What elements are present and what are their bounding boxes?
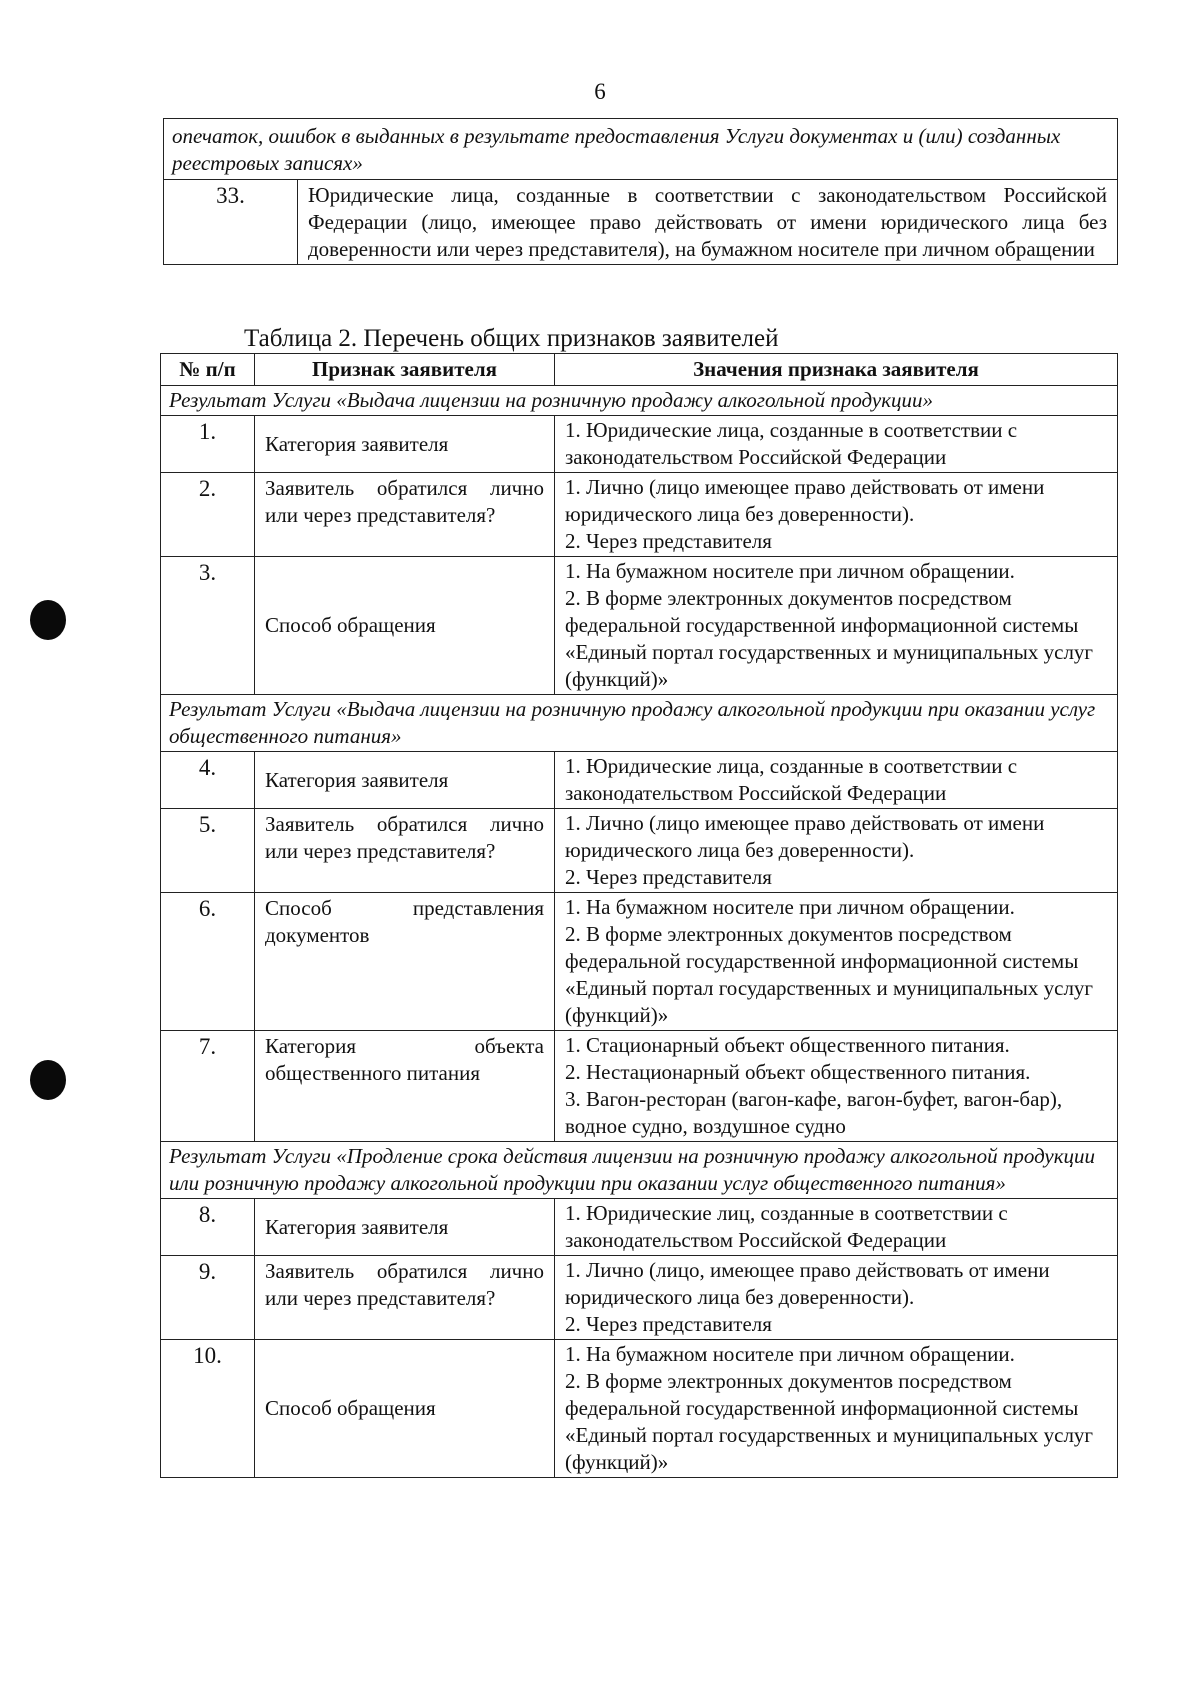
row-number: 2. (161, 473, 255, 557)
row-number: 9. (161, 1256, 255, 1340)
sign-value-item: 2. В форме электронных документов посредством федеральной государственной информационной системы «Единый портал государственных и муниципальных услуг (функций)» (565, 586, 1094, 691)
row-number: 7. (161, 1031, 255, 1142)
applicant-sign: Категория заявителя (255, 1199, 555, 1256)
sign-value-item: 1. Лично (лицо имеющее право действовать от имени юридического лица без доверенности). (565, 475, 1045, 526)
sign-values (555, 1031, 1118, 1142)
page-number: 6 (594, 79, 606, 104)
continuation-table (163, 118, 1118, 265)
applicant-sign: Заявитель обратился лично или через представителя? (255, 1256, 555, 1340)
table-row (161, 557, 1118, 695)
row-text: Юридические лица, созданные в соответствии с законодательством Российской Федерации (лицо, имеющее право действовать от имени юридического лица без доверенности или через представителя), на бумажном носителе при личном обращении (298, 180, 1118, 265)
sign-value-item: 1. Юридические лица, созданные в соответствии с законодательством Российской Федерации (565, 418, 1018, 469)
row-number: 5. (161, 809, 255, 893)
applicant-sign: Заявитель обратился лично или через представителя? (255, 809, 555, 893)
applicant-sign: Способ обращения (255, 1340, 555, 1478)
section-row (161, 386, 1118, 416)
sign-values (555, 893, 1118, 1031)
table-row (161, 1256, 1118, 1340)
applicant-sign: Способ обращения (255, 557, 555, 695)
table-body (161, 386, 1118, 1478)
table-header-row (161, 354, 1118, 386)
sign-value-item: 1. На бумажном носителе при личном обращении. (565, 895, 1015, 919)
sign-values (555, 1199, 1118, 1256)
sign-values (555, 809, 1118, 893)
table-row (161, 1031, 1118, 1142)
row-number: 10. (161, 1340, 255, 1478)
row-number: 1. (161, 416, 255, 473)
table-row (161, 809, 1118, 893)
applicant-sign: Категория объекта общественного питания (255, 1031, 555, 1142)
header-sign: Признак заявителя (255, 354, 555, 386)
header-num: № п/п (161, 354, 255, 386)
sign-value-item: 2. Через представителя (565, 529, 772, 553)
table-caption: Таблица 2. Перечень общих признаков заявителей (244, 325, 779, 352)
sign-value-item: 1. Юридические лица, созданные в соответствии с законодательством Российской Федерации (565, 754, 1018, 805)
table-row (161, 893, 1118, 1031)
header-value: Значения признака заявителя (555, 354, 1118, 386)
sign-value-item: 2. Через представителя (565, 865, 772, 889)
table-row (164, 180, 1118, 265)
continuation-header-row (164, 119, 1118, 180)
row-number: 33. (164, 180, 298, 265)
sign-value-item: 3. Вагон-ресторан (вагон-кафе, вагон-буфет, вагон-бар), водное судно, воздушное судно (565, 1087, 1063, 1138)
sign-value-item: 1. Лично (лицо имеющее право действовать от имени юридического лица без доверенности). (565, 811, 1045, 862)
sign-values (555, 557, 1118, 695)
section-title: Результат Услуги «Выдача лицензии на розничную продажу алкогольной продукции» (161, 386, 1118, 416)
table-row (161, 416, 1118, 473)
sign-values (555, 1256, 1118, 1340)
applicant-sign: Заявитель обратился лично или через представителя? (255, 473, 555, 557)
continuation-header-text: опечаток, ошибок в выданных в результате предоставления Услуги документах и (или) созданных реестровых записях» (164, 119, 1118, 180)
section-title: Результат Услуги «Продление срока действия лицензии на розничную продажу алкогольной продукции или розничную продажу алкогольной продукции при оказании услуг общественного питания» (161, 1142, 1118, 1199)
applicant-signs-table (160, 353, 1118, 1478)
sign-value-item: 2. В форме электронных документов посредством федеральной государственной информационной системы «Единый портал государственных и муниципальных услуг (функций)» (565, 1369, 1094, 1474)
table-row (161, 1340, 1118, 1478)
sign-value-item: 1. На бумажном носителе при личном обращении. (565, 1342, 1015, 1366)
sign-value-item: 1. Стационарный объект общественного питания. (565, 1033, 1010, 1057)
section-row (161, 1142, 1118, 1199)
sign-value-item: 2. В форме электронных документов посредством федеральной государственной информационной системы «Единый портал государственных и муниципальных услуг (функций)» (565, 922, 1094, 1027)
sign-value-item: 1. На бумажном носителе при личном обращении. (565, 559, 1015, 583)
row-number: 8. (161, 1199, 255, 1256)
sign-value-item: 1. Лично (лицо, имеющее право действовать от имени юридического лица без доверенности). (565, 1258, 1050, 1309)
punch-hole-mark (30, 1060, 66, 1100)
section-row (161, 695, 1118, 752)
applicant-sign: Категория заявителя (255, 752, 555, 809)
table-row (161, 752, 1118, 809)
punch-hole-mark (30, 600, 66, 640)
applicant-sign: Способ представления документов (255, 893, 555, 1031)
applicant-sign: Категория заявителя (255, 416, 555, 473)
table-row (161, 473, 1118, 557)
section-title: Результат Услуги «Выдача лицензии на розничную продажу алкогольной продукции при оказании услуг общественного питания» (161, 695, 1118, 752)
sign-value-item: 2. Нестационарный объект общественного питания. (565, 1060, 1031, 1084)
sign-values (555, 752, 1118, 809)
sign-values (555, 416, 1118, 473)
sign-value-item: 2. Через представителя (565, 1312, 772, 1336)
table-row (161, 1199, 1118, 1256)
sign-value-item: 1. Юридические лиц, созданные в соответствии с законодательством Российской Федерации (565, 1201, 1008, 1252)
sign-values (555, 473, 1118, 557)
row-number: 4. (161, 752, 255, 809)
sign-values (555, 1340, 1118, 1478)
row-number: 3. (161, 557, 255, 695)
row-number: 6. (161, 893, 255, 1031)
